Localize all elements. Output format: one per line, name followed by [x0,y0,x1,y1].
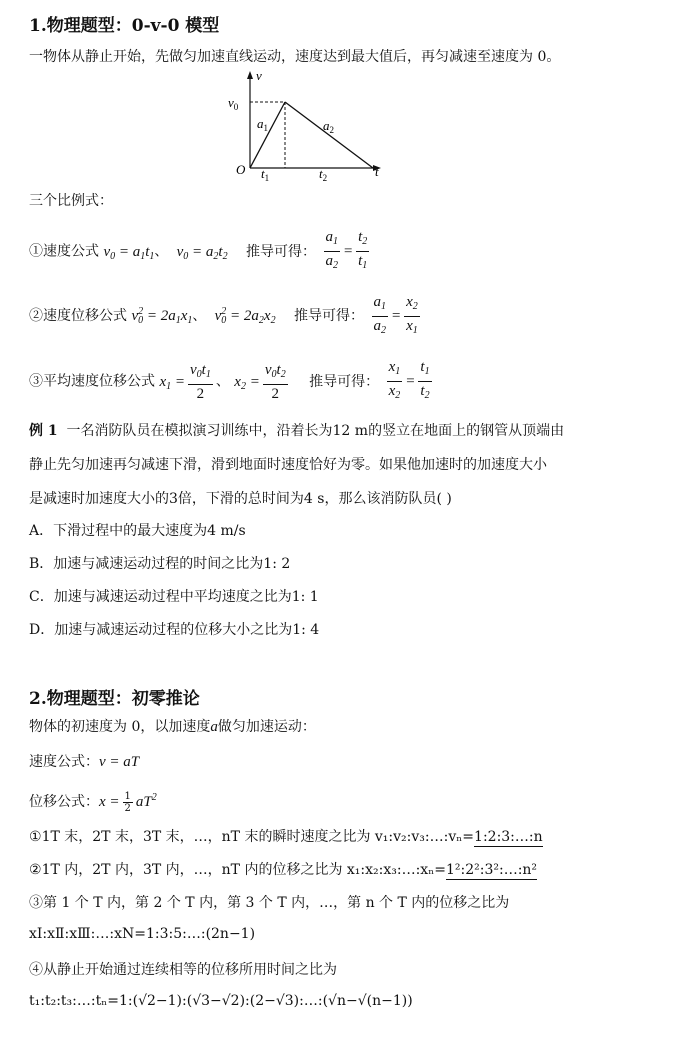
svg-text:t [375,164,379,179]
ratio2-value: 1²:2²:3²:…:n² [445,862,538,878]
a2-label: a [323,118,330,133]
ratio3-text: 第 1 个 T 内，第 2 个 T 内，第 3 个 T 内，…，第 n 个 T 内的位移之比为 [43,895,510,911]
svg-text:O [236,162,246,177]
svg-text:a1 [257,116,268,133]
formula1-circle: ① [29,243,43,260]
section1-title: 1.物理题型：0-v-0 模型 [29,16,220,36]
ratio-1 [29,826,543,846]
ratio-3 [29,892,509,912]
formula2-name: 速度位移公式 [43,308,127,324]
formula1-name: 速度公式 [43,243,99,260]
example-line-3: 是减速时加速度大小的3倍，下滑的总时间为4 s，那么该消防队员( ) [29,491,452,507]
section2-title: 2.物理题型：初零推论 [29,689,200,709]
ratio-4-formula: t₁:t₂:t₃:…:tₙ=1:(√2−1):(√3−√2):(2−√3):…:(√n−√(n−1)) [29,993,413,1009]
option-c: C．加速与减速运动过程中平均速度之比为1: 1 [29,589,319,605]
peak-label-sub: 0 [233,102,239,112]
svg-text:v [256,68,262,83]
formula3-derive: 推导可得： [309,373,380,390]
peak-label: v [228,95,234,110]
formula3-sep: 、 [215,373,230,390]
t2-label-sub: 2 [322,173,328,183]
a2-label-sub: 2 [329,125,334,135]
formula3-name: 平均速度位移公式 [43,373,155,390]
decel-segment [285,102,373,168]
a1-label-sub: 1 [263,123,268,133]
ratio-label: 三个比例式： [29,193,113,209]
section1-intro: 一物体从静止开始，先做匀加速直线运动，速度达到最大值后，再匀减速至速度为 0。 [29,49,561,65]
displacement-formula-label: 位移公式： [29,794,99,810]
option-d: D．加速与减速运动过程的位移大小之比为1: 4 [29,622,320,638]
origin-label: O [236,162,246,177]
example-line-1 [29,420,564,440]
velocity-formula-label: 速度公式： [29,754,99,770]
formula-row-3: ③平均速度位移公式 $x_1$ = $\frac{v_0t_1}{2}$ 、 $x_2$ = $\frac{v_0t_2}{2}$ 推导可得： $\frac{x_1}{x_2}$ = $\frac{t_1}{t_2}$ [29,359,430,402]
formula2-derive: 推导可得： [294,308,365,324]
velocity-formula-expr: v = aT [99,754,140,770]
option-b: B．加速与减速运动过程的时间之比为1: 2 [29,556,291,572]
ratio3-circle: ③ [29,895,43,911]
formula-row-1: ①速度公式 $v_0 = a_1t_1$、 $v_0 = a_2t_2$ 推导可得： $\frac{a_1}{a_2}$ = $\frac{t_2}{t_1}$ [29,229,368,271]
ratio-3-formula: xⅠ:xⅡ:xⅢ:…:xN=1:3:5:…:(2n−1) [29,926,256,942]
svg-text:v0 [228,95,239,112]
formula2-sep: 、 [192,308,207,324]
t-axis-label: t [375,164,379,179]
accel-segment [250,102,285,168]
ratio1-text: 1T 末，2T 末，3T 末，…，nT 末的瞬时速度之比为 v₁:v₂:v₃:…:vₙ= [41,829,475,845]
option-a: A．下滑过程中的最大速度为4 m/s [29,523,246,539]
t2-label: t [319,166,323,181]
intro-var: a [210,719,218,735]
t1-label-sub: 1 [264,173,270,183]
example-line-2: 静止先匀加速再匀减速下滑，滑到地面时速度恰好为零。如果他加速时的加速度大小 [29,457,547,473]
v-axis-arrow [247,71,253,79]
formula1-sep: 、 [154,243,169,260]
ratio-2 [29,859,537,879]
ratio4-circle: ④ [29,962,43,978]
t1-label: t [261,166,265,181]
ratio2-text: 1T 内，2T 内，3T 内，…，nT 内的位移之比为 x₁:x₂:x₃:…:xₙ= [41,862,446,878]
formula3-circle: ③ [29,373,43,390]
formula2-circle: ② [29,308,43,324]
svg-text:a2 [323,118,334,135]
formula-row-2: ②速度位移公式 $v_0^2 = 2a_1x_1$、 $v_0^2 = 2a_2x_2$ 推导可得： $\frac{a_1}{a_2}$ = $\frac{x_2}{x_1}$ [29,293,418,336]
ratio1-value: 1:2:3:…:n [474,829,543,845]
section2-intro: 物体的初速度为 0，以加速度a做匀加速运动： [29,719,316,735]
displacement-formula: 位移公式：x = $\frac{1}{2}$ $aT^2$ [29,790,157,814]
example-line1-text: 一名消防队员在模拟演习训练中，沿着长为12 m的竖立在地面上的钢管从顶端由 [66,423,565,439]
vt-graph [225,68,395,183]
formula1-derive: 推导可得： [246,243,317,260]
a1-label: a [257,116,264,131]
velocity-formula [29,751,139,771]
v-axis-label: v [256,68,262,83]
example-label: 例 1 [29,423,58,439]
ratio1-circle: ① [29,829,42,845]
ratio4-text: 从静止开始通过连续相等的位移所用时间之比为 [43,962,337,978]
ratio2-circle: ② [29,862,42,878]
ratio-4 [29,959,337,979]
